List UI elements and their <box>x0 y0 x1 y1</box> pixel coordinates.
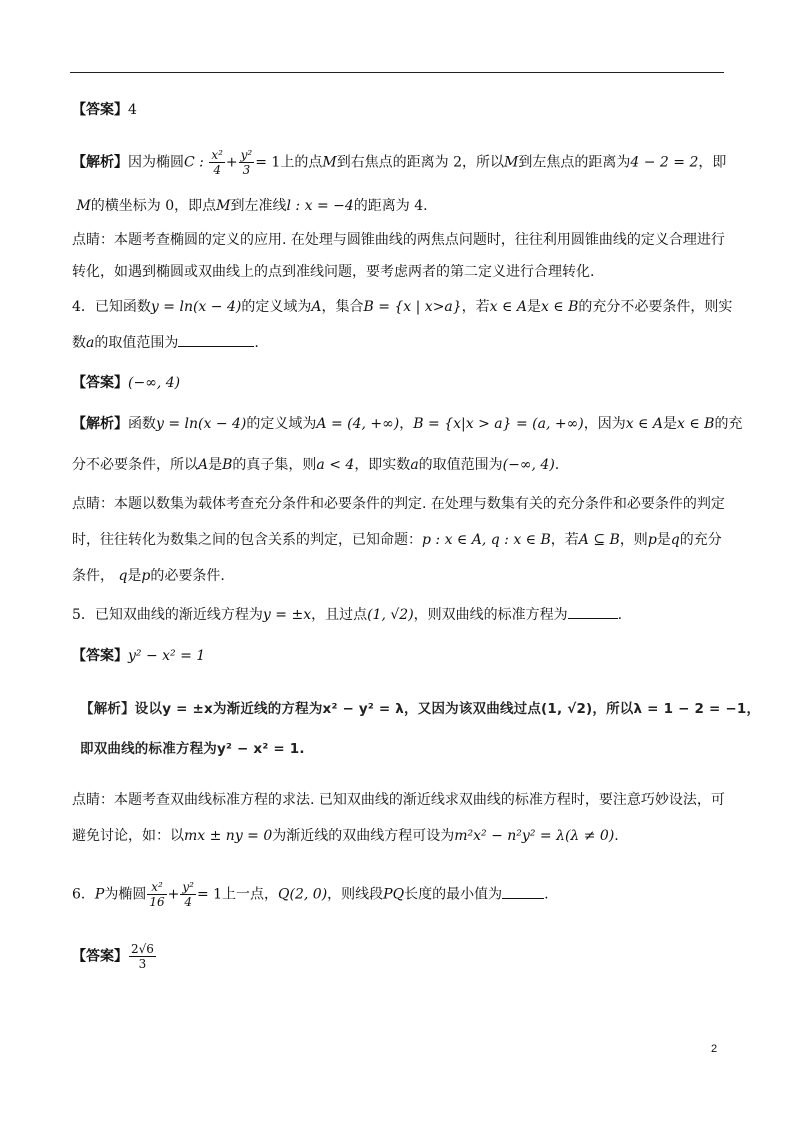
text: 为椭圆 <box>104 886 147 903</box>
text: ， <box>746 701 761 717</box>
math: x ∈ B <box>540 299 579 315</box>
text: 是 <box>208 457 223 473</box>
text: 的取值范围为 <box>418 457 503 473</box>
q4-analysis-line2 <box>72 455 559 475</box>
math: Q(2, 0) <box>278 886 328 903</box>
answer-label: 【答案】 <box>72 948 128 965</box>
frac-den: 3 <box>242 163 251 177</box>
answer-value: (−∞, 4) <box>128 375 181 391</box>
q5-stem <box>72 605 622 625</box>
math: m²x² − n²y² = λ(λ ≠ 0) <box>454 828 615 844</box>
fraction <box>209 148 225 177</box>
math: p : x ∈ A, q : x ∈ B <box>422 532 551 548</box>
frac-den: 4 <box>213 163 221 177</box>
answer-value: y² − x² = 1 <box>128 648 206 664</box>
text: ，因为 <box>583 416 626 432</box>
equals-one: = 1 <box>255 154 281 171</box>
text: ， <box>399 416 414 432</box>
frac-num: x² <box>147 880 166 895</box>
page-number: 2 <box>711 1043 718 1055</box>
math: mx ± ny = 0 <box>184 828 273 844</box>
fraction <box>147 880 166 909</box>
q4-note-line3 <box>72 566 225 586</box>
frac-num: 2√6 <box>131 942 154 956</box>
frac-den: 3 <box>138 957 147 971</box>
answer-blank <box>178 334 254 347</box>
math: A <box>198 457 209 473</box>
math: l : x = −4 <box>286 198 354 214</box>
q6-stem <box>72 880 549 909</box>
q5-analysis-line1 <box>80 699 760 719</box>
text: 4．已知函数 <box>72 299 151 315</box>
text: 为渐近线的方程为 <box>212 701 323 717</box>
text: ，若 <box>461 299 490 315</box>
text: 的充 <box>714 416 743 432</box>
analysis-label: 【解析】 <box>72 416 128 432</box>
q3-answer <box>72 100 137 120</box>
q3-note-line1: 点睛：本题考查椭圆的定义的应用. 在处理与圆锥曲线的两焦点问题时，往往利用圆锥曲线的定义合理进行 <box>72 232 725 248</box>
text: 因为椭圆 <box>128 154 184 171</box>
math: q <box>118 568 128 584</box>
text: 长度的最小值为 <box>404 886 503 903</box>
math: a <box>410 457 419 473</box>
text: 的距离为 4. <box>353 198 428 214</box>
frac-num: y² <box>182 880 194 894</box>
math: y = ±x <box>262 607 312 623</box>
q5-analysis-line2 <box>80 739 305 759</box>
q3-note-line2: 转化，如遇到椭圆或双曲线上的点到准线问题，要考虑两者的第二定义进行合理转化. <box>72 264 595 280</box>
math: M <box>76 198 91 214</box>
answer-value: 4 <box>128 102 137 118</box>
math: p <box>141 568 151 584</box>
math: B = {x | x>a} <box>363 299 462 315</box>
fraction <box>180 880 196 909</box>
q4-answer <box>72 373 180 393</box>
math: B <box>222 457 233 473</box>
frac-den: 16 <box>149 895 165 909</box>
text: 的定义域为 <box>246 416 317 432</box>
text: 的横坐标为 0，即点 <box>90 198 217 214</box>
text: . <box>554 457 560 473</box>
answer-blank <box>502 886 544 899</box>
math: C : <box>184 154 204 171</box>
text: ，且过点 <box>311 607 368 623</box>
text: 上的点 <box>280 154 323 171</box>
plus: + <box>167 886 180 903</box>
math: x ∈ B <box>676 416 715 432</box>
math: M <box>504 154 519 171</box>
text: . <box>544 886 549 903</box>
math: B = {x|x > a} = (a, +∞) <box>413 416 584 432</box>
math: a <box>86 335 95 351</box>
text: 的定义域为 <box>241 299 312 315</box>
equals-one: = 1 <box>196 886 223 903</box>
text: 即双曲线的标准方程为 <box>80 741 217 757</box>
text: 的充分不必要条件，则实 <box>578 299 733 315</box>
fraction <box>239 148 255 177</box>
text: 到右焦点的距离为 2，所以 <box>336 154 505 171</box>
text: y = ±x <box>162 701 213 717</box>
text: x² − y² = λ <box>322 701 405 717</box>
q4-note-line2 <box>72 530 722 550</box>
text: . <box>254 335 259 351</box>
text: 时，往往转化为数集之间的包含关系的判定，已知命题： <box>72 532 422 548</box>
text: 的真子集，则 <box>232 457 317 473</box>
text: 到左焦点的距离为 <box>518 154 631 171</box>
math: y = ln(x − 4) <box>150 299 242 315</box>
text: . <box>617 607 623 623</box>
math: a < 4 <box>316 457 355 473</box>
q4-note-line1: 点睛：本题以数集为载体考查充分条件和必要条件的判定. 在处理与数集有关的充分条件和必要条件的判定 <box>72 496 725 512</box>
text: 6． <box>72 886 95 903</box>
text: ，则 <box>619 532 648 548</box>
q5-answer <box>72 646 205 666</box>
text: λ = 1 − 2 = −1 <box>633 701 747 717</box>
frac-num: y² <box>240 148 253 162</box>
q4-analysis-line1 <box>72 414 742 434</box>
analysis-label: 【解析】 <box>72 154 128 171</box>
text: 的取值范围为 <box>94 335 179 351</box>
text: 分不必要条件，所以 <box>72 457 198 473</box>
math: PQ <box>383 886 405 903</box>
math: y = ln(x − 4) <box>156 416 247 432</box>
text: (1, √2) <box>541 701 593 717</box>
frac-num: x² <box>211 148 223 162</box>
math: P <box>94 886 105 903</box>
q3-analysis-line1 <box>72 148 726 177</box>
text: 函数 <box>128 416 156 432</box>
text: ，所以 <box>592 701 634 717</box>
text: 5．已知双曲线的渐近线方程为 <box>72 607 263 623</box>
answer-label: 【答案】 <box>72 375 128 391</box>
answer-fraction <box>129 942 156 971</box>
text: 为渐近线的双曲线方程可设为 <box>272 828 455 844</box>
math: A = (4, +∞) <box>316 416 400 432</box>
math: A <box>311 299 322 315</box>
text: ，若 <box>550 532 579 548</box>
answer-label: 【答案】 <box>72 648 128 664</box>
math: M <box>216 198 231 214</box>
math: (1, √2) <box>367 607 414 623</box>
header-rule <box>70 72 724 73</box>
text: 上一点， <box>222 886 279 903</box>
text: ，即实数 <box>354 457 411 473</box>
text: ，集合 <box>321 299 364 315</box>
plus: + <box>225 154 238 171</box>
text: 【解析】设以 <box>80 701 163 717</box>
math: M <box>322 154 337 171</box>
q4-stem-line2 <box>72 333 259 353</box>
text: ，又因为该双曲线过点 <box>404 701 542 717</box>
text: y² − x² = 1. <box>217 741 305 757</box>
q6-answer <box>72 942 157 971</box>
text: 条件， <box>72 568 114 584</box>
text: 是 <box>662 416 677 432</box>
math: x ∈ A <box>625 416 663 432</box>
text: 的必要条件. <box>150 568 225 584</box>
math: A ⊆ B <box>578 532 620 548</box>
text: 避免讨论，如：以 <box>72 828 184 844</box>
text: 的充分 <box>679 532 722 548</box>
answer-label: 【答案】 <box>72 102 128 118</box>
q4-stem-line1 <box>72 297 732 317</box>
text: ，则线段 <box>327 886 384 903</box>
math: (−∞, 4) <box>502 457 555 473</box>
q5-note-line2 <box>72 826 619 846</box>
text: 是 <box>656 532 671 548</box>
text: 是 <box>526 299 541 315</box>
text: ，则双曲线的标准方程为 <box>413 607 568 623</box>
text: . <box>614 828 619 844</box>
q5-note-line1: 点睛：本题考查双曲线标准方程的求法. 已知双曲线的渐近线求双曲线的标准方程时，要注意巧妙设法，可 <box>72 792 725 808</box>
text: 是 <box>127 568 142 584</box>
math: p <box>647 532 657 548</box>
text: 到左准线 <box>230 198 287 214</box>
text: 数 <box>72 335 86 351</box>
frac-den: 4 <box>184 895 192 909</box>
q3-analysis-line2 <box>72 196 428 216</box>
math: q <box>670 532 680 548</box>
text: ，即 <box>698 154 727 171</box>
answer-blank <box>568 606 618 619</box>
math: 4 − 2 = 2 <box>630 154 699 171</box>
math: x ∈ A <box>489 299 527 315</box>
